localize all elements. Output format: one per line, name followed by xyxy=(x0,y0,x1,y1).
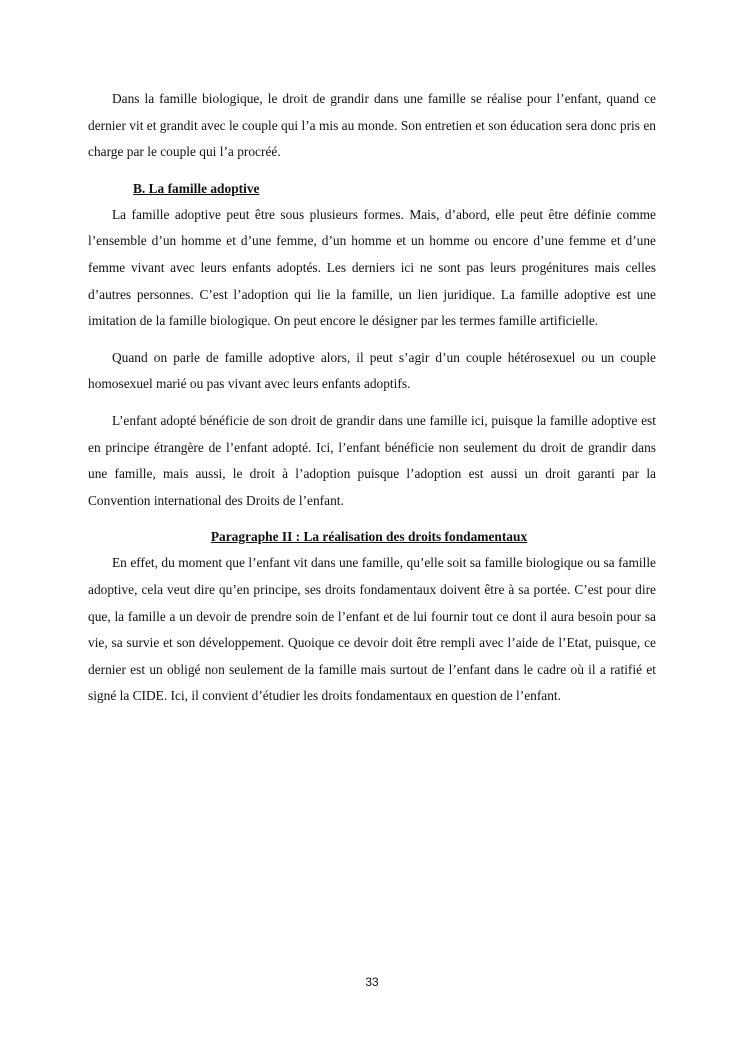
page-content xyxy=(88,86,656,720)
page-number: 33 xyxy=(365,975,379,989)
paragraph-adopted-child-rights: L’enfant adopté bénéficie de son droit de grandir dans une famille ici, puisque la famille adoptive est en principe étrangère de l’enfant adopté. Ici, l’enfant bénéficie non seulement du droit de grandir dans une famille, mais aussi, le droit à l’adoption puisque l’adoption est aussi un droit garanti par la Convention international des Droits de l’enfant. xyxy=(88,412,656,508)
paragraph-fundamental-rights: En effet, du moment que l’enfant vit dans une famille, qu’elle soit sa famille biologique ou sa famille adoptive, cela veut dire qu’en principe, ses droits fondamentaux doivent être à sa portée. C’est pour dire que, la famille a un devoir de prendre soin de l’enfant et de lui fournir tout ce dont il aura besoin pour sa vie, sa survie et son développement. Quoique ce devoir doit être rempli avec l’aide de l’Etat, puisque, ce dernier est un obligé non seulement de la famille mais surtout de l’enfant dans le cadre où il a ratifié et signé la CIDE. Ici, il convient d’étudier les droits fondamentaux en question de l’enfant. xyxy=(88,555,656,704)
paragraph-adoptive-couple: Quand on parle de famille adoptive alors, il peut s’agir d’un couple hétérosexuel ou un couple homosexuel marié ou pas vivant avec leurs enfants adoptifs. xyxy=(88,349,656,392)
paragraph-biological-family: Dans la famille biologique, le droit de grandir dans une famille se réalise pour l’enfant, quand ce dernier vit et grandit avec le couple qui l’a mis au monde. Son entretien et son éducation sera donc pris en charge par le couple qui l’a procréé. xyxy=(88,91,656,160)
section-heading-fundamental-rights: Paragraphe II : La réalisation des droits fondamentaux xyxy=(210,529,528,545)
section-heading-adoptive-family: B. La famille adoptive xyxy=(133,180,260,196)
paragraph-adoptive-family-definition: La famille adoptive peut être sous plusieurs formes. Mais, d’abord, elle peut être définie comme l’ensemble d’un homme et d’une femme, d’un homme et un homme ou encore d’une femme et d’une femme vivant avec leurs enfants adoptés. Les derniers ici ne sont pas leurs progénitures mais celles d’autres personnes. C’est l’adoption qui lie la famille, un lien juridique. La famille adoptive est une imitation de la famille biologique. On peut encore le désigner par les termes famille artificielle. xyxy=(88,206,656,329)
